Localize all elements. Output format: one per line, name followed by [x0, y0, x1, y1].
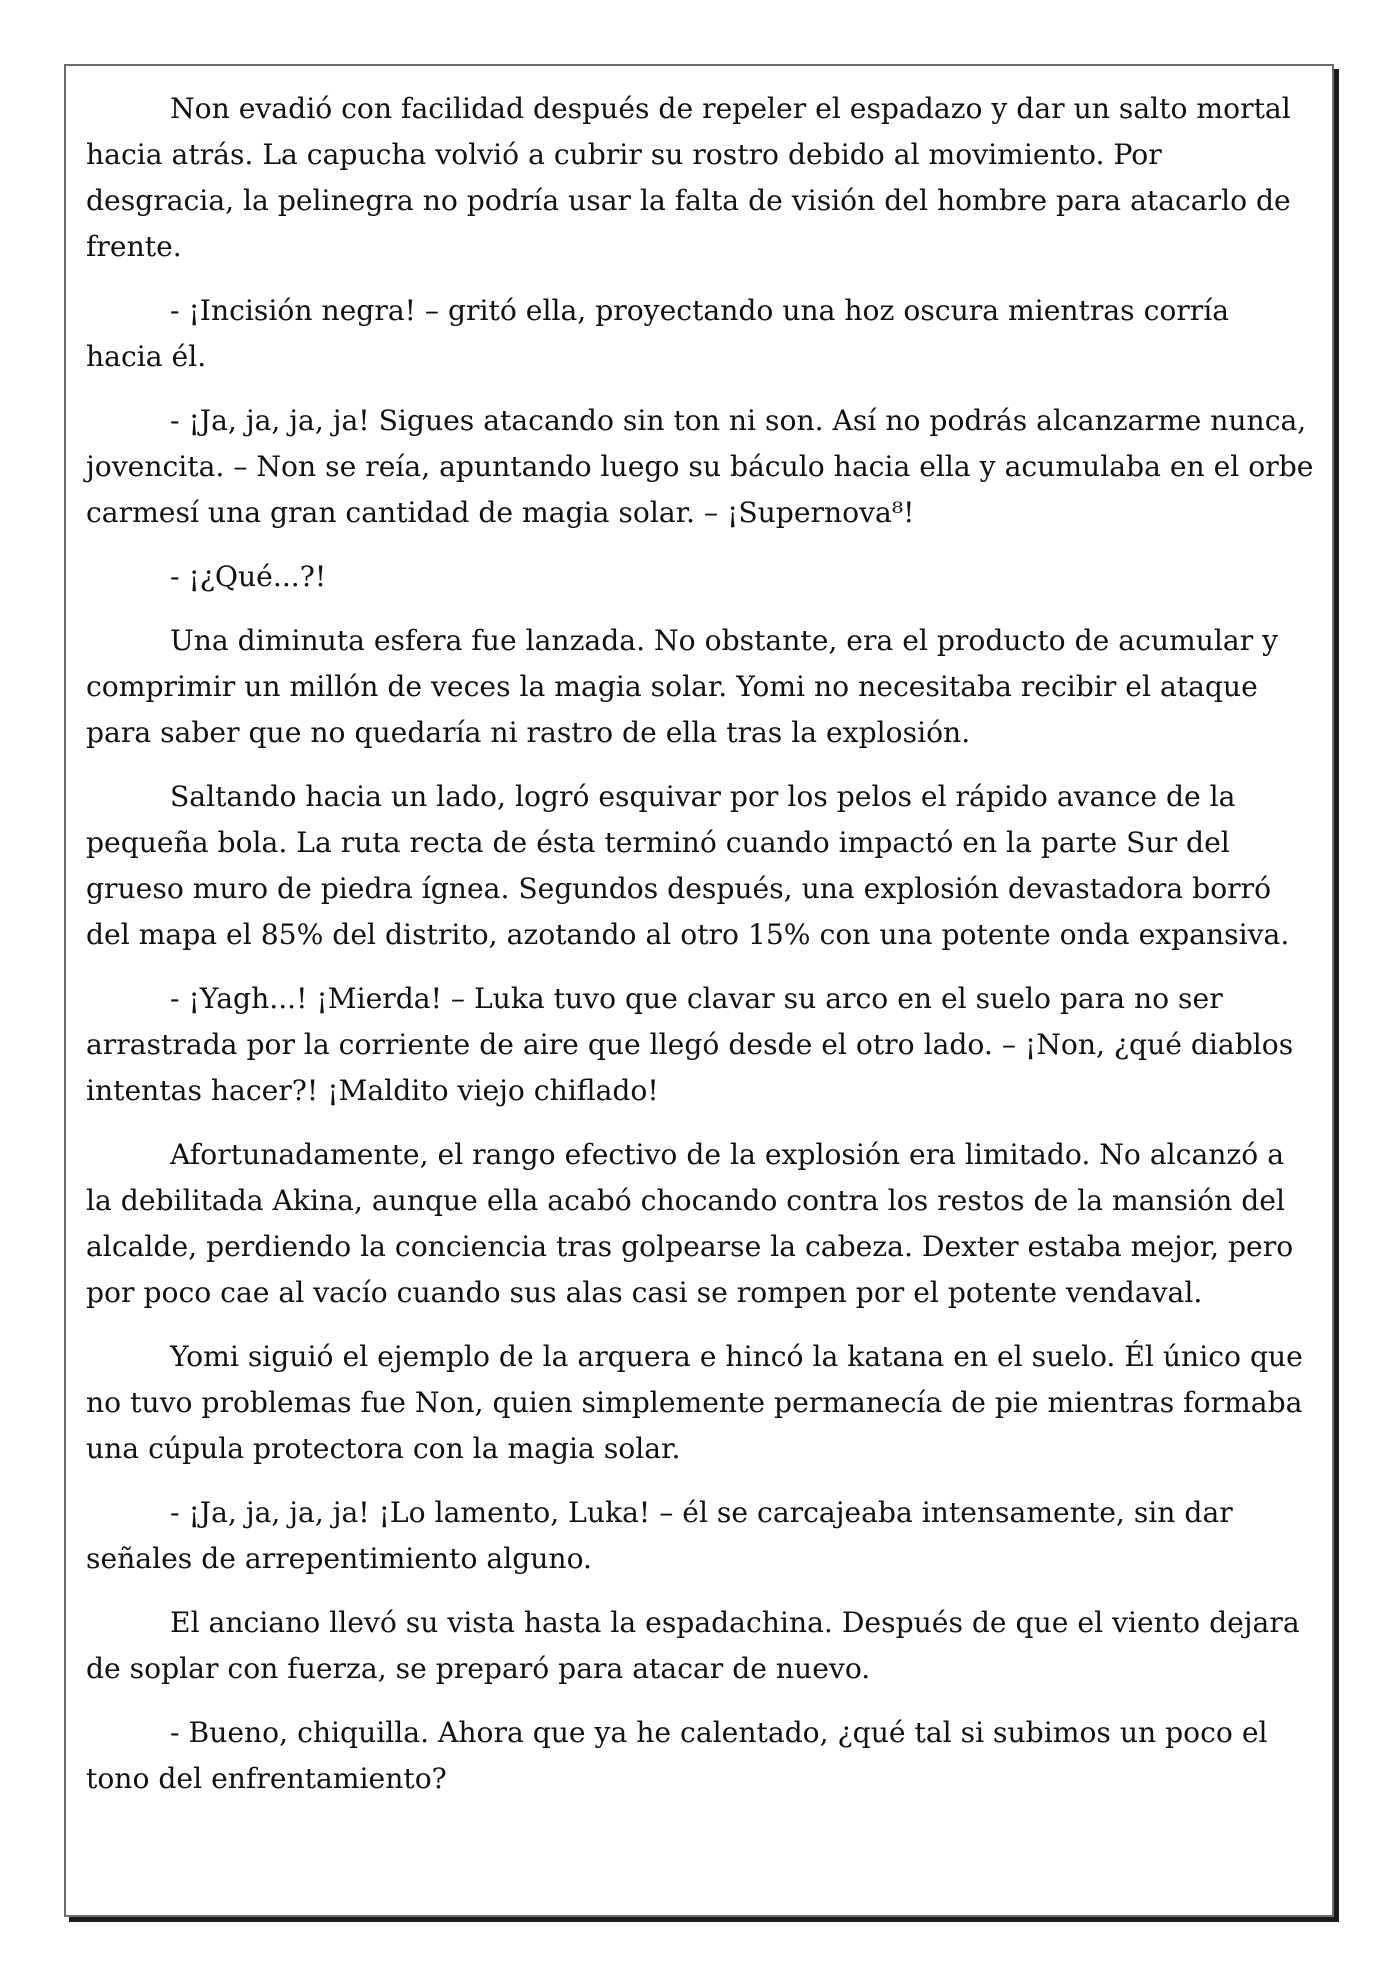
paragraph: - Bueno, chiquilla. Ahora que ya he calentado, ¿qué tal si subimos un poco el tono del enfrentamiento?	[86, 1716, 1268, 1795]
paragraph: - ¡Yagh...! ¡Mierda! – Luka tuvo que clavar su arco en el suelo para no ser arrastrada por la corriente de aire que llegó desde el otro lado. – ¡Non, ¿qué diablos intentas hacer?! ¡Maldito viejo chiflado!	[86, 982, 1294, 1107]
paragraph: Non evadió con facilidad después de repeler el espadazo y dar un salto mortal hacia atrás. La capucha volvió a cubrir su rostro debido al movimiento. Por desgracia, la pelinegra no podría usar la falta de visión del hombre para atacarlo de frente.	[86, 92, 1291, 263]
page-frame	[64, 64, 1334, 1917]
paragraph: - ¡Ja, ja, ja, ja! Sigues atacando sin ton ni son. Así no podrás alcanzarme nunca, jovencita. – Non se reía, apuntando luego su báculo hacia ella y acumulaba en el orbe carmesí una gran cantidad de magia solar. – ¡Supernova⁸!	[86, 404, 1314, 529]
paragraph: El anciano llevó su vista hasta la espadachina. Después de que el viento dejara de soplar con fuerza, se preparó para atacar de nuevo.	[86, 1606, 1300, 1685]
page-text	[86, 86, 1314, 1820]
paragraph: - ¡¿Qué...?!	[170, 560, 327, 593]
paragraph: - ¡Ja, ja, ja, ja! ¡Lo lamento, Luka! – él se carcajeaba intensamente, sin dar señales de arrepentimiento alguno.	[86, 1496, 1233, 1575]
paragraph: Saltando hacia un lado, logró esquivar por los pelos el rápido avance de la pequeña bola. La ruta recta de ésta terminó cuando impactó en la parte Sur del grueso muro de piedra ígnea. Segundos después, una explosión devastadora borró del mapa el 85% del distrito, azotando al otro 15% con una potente onda expansiva.	[86, 780, 1290, 951]
paragraph: - ¡Incisión negra! – gritó ella, proyectando una hoz oscura mientras corría hacia él.	[86, 294, 1230, 373]
paragraph: Afortunadamente, el rango efectivo de la explosión era limitado. No alcanzó a la debilitada Akina, aunque ella acabó chocando contra los restos de la mansión del alcalde, perdiendo la conciencia tras golpearse la cabeza. Dexter estaba mejor, pero por poco cae al vacío cuando sus alas casi se rompen por el potente vendaval.	[86, 1138, 1294, 1309]
paragraph: Una diminuta esfera fue lanzada. No obstante, era el producto de acumular y comprimir un millón de veces la magia solar. Yomi no necesitaba recibir el ataque para saber que no quedaría ni rastro de ella tras la explosión.	[86, 624, 1279, 749]
paragraph: Yomi siguió el ejemplo de la arquera e hincó la katana en el suelo. Él único que no tuvo problemas fue Non, quien simplemente permanecía de pie mientras formaba una cúpula protectora con la magia solar.	[86, 1340, 1303, 1465]
